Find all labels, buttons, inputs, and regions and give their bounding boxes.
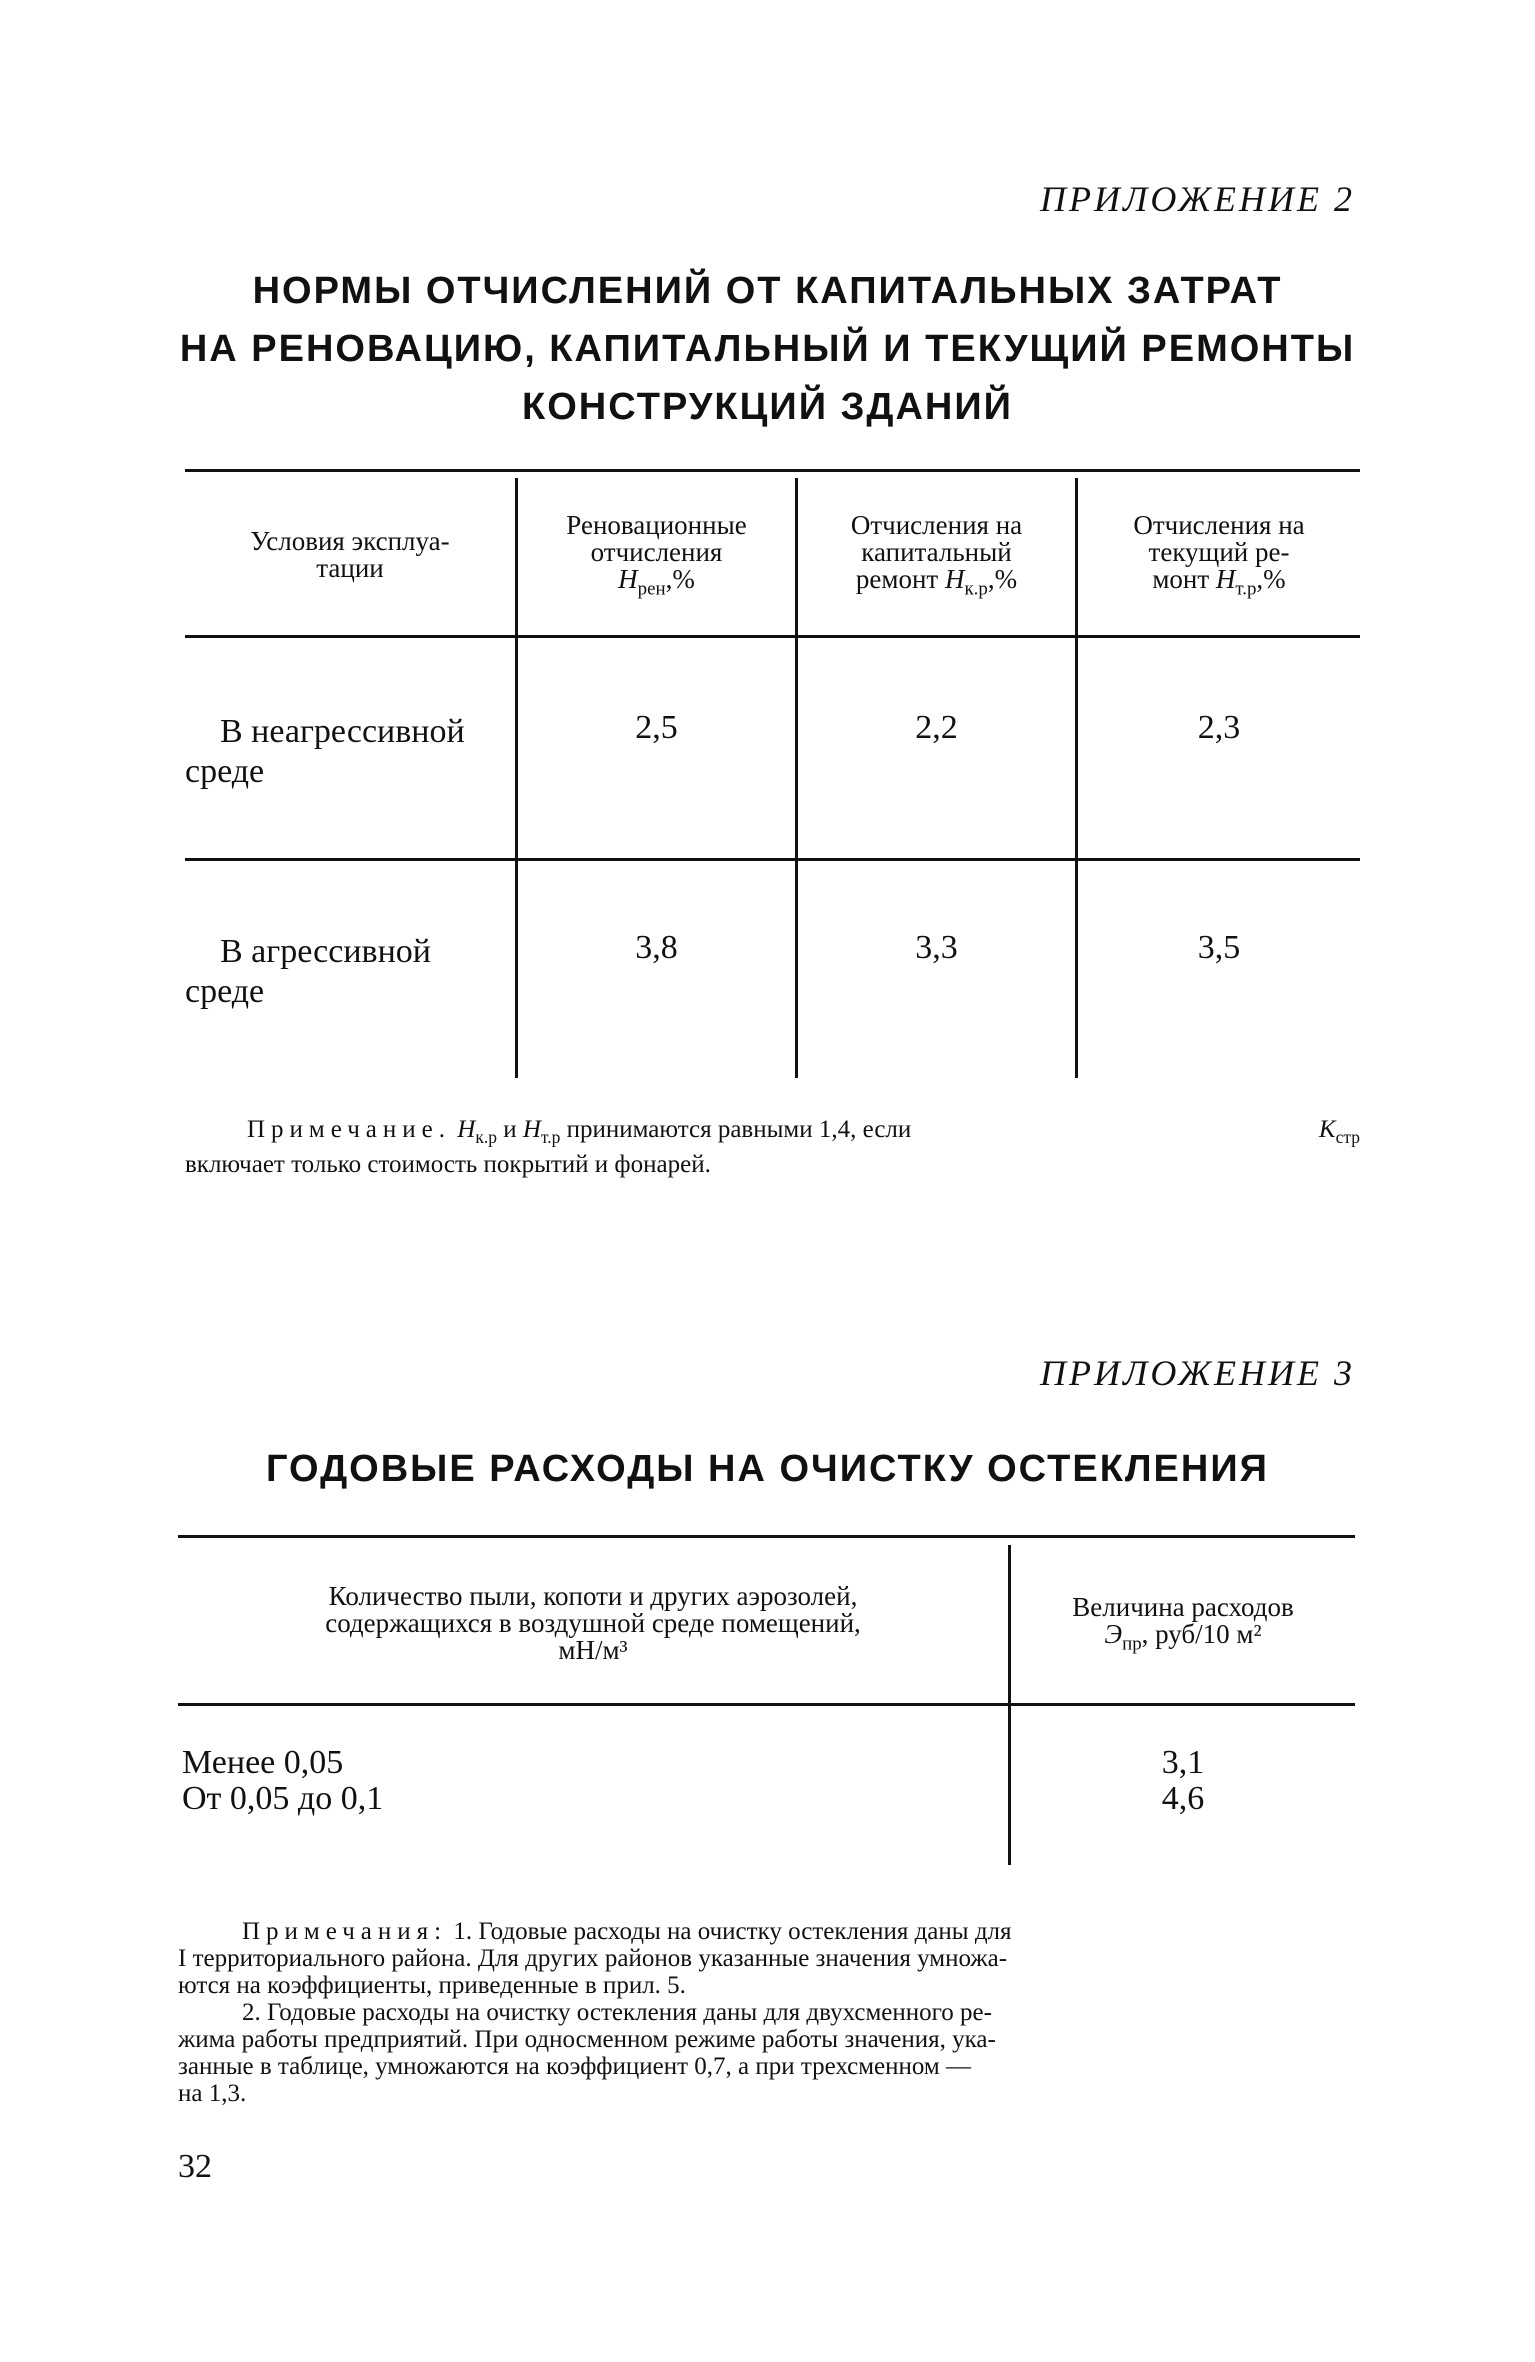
note-line: 2. Годовые расходы на очистку остекления даны для двухсменного ре-	[242, 1999, 992, 2026]
note-line: жима работы предприятий. При односменном режиме работы значения, ука-	[178, 2026, 996, 2053]
table-cell-capital: 2,2	[915, 709, 958, 746]
table-row-value: 4,6	[1161, 1780, 1205, 1817]
header-formula: $Э_{пр}$, руб/10 м²	[1104, 1619, 1262, 1655]
table-row-value: 3,1	[1161, 1744, 1205, 1781]
note-text: включает только стоимость покрытий и фонарей.	[185, 1151, 711, 1178]
header-text: текущий ре-	[1148, 537, 1290, 567]
table-cell-renovation: 3,8	[635, 929, 678, 966]
table-cell-capital: 3,3	[915, 929, 958, 966]
table1-row-rule	[185, 858, 1360, 861]
header-text: Условия эксплуа-	[250, 526, 450, 556]
cell-text: В агрессивной	[220, 933, 431, 970]
appendix-3-title: ГОДОВЫЕ РАСХОДЫ НА ОЧИСТКУ ОСТЕКЛЕНИЯ	[266, 1448, 1269, 1490]
note-label: Примечание.	[247, 1116, 452, 1143]
table1-top-rule	[185, 469, 1360, 472]
cell-text: среде	[185, 753, 265, 790]
header-formula: $H_{рен},\%$	[618, 564, 695, 600]
notes-label: Примечания:	[242, 1918, 448, 1945]
table2-header-dust	[178, 1583, 1008, 1664]
note-line: 1. Годовые расходы на очистку остекления даны для	[453, 1918, 1012, 1945]
title-line: НА РЕНОВАЦИЮ, КАПИТАЛЬНЫЙ И ТЕКУЩИЙ РЕМОНТЫ	[179, 328, 1356, 370]
table1-header-rule	[185, 635, 1360, 638]
header-text: содержащихся в воздушной среде помещений,	[325, 1608, 861, 1638]
header-text: Количество пыли, копоти и других аэрозолей,	[328, 1581, 858, 1611]
header-text: Отчисления на	[850, 510, 1023, 540]
table-row-condition	[185, 712, 495, 792]
header-text: отчисления	[590, 537, 723, 567]
header-formula: ремонт $H_{к.р},\%$	[855, 564, 1018, 600]
header-text: Величина расходов	[1072, 1592, 1294, 1622]
note-text: принимаются равными 1,4, если	[566, 1116, 912, 1143]
header-text: мН/м³	[558, 1635, 628, 1665]
header-text: капитальный	[861, 537, 1012, 567]
note-line: на 1,3.	[178, 2080, 247, 2107]
header-formula: монт $H_{т.р},\%$	[1152, 564, 1286, 600]
table-cell-renovation: 2,5	[635, 709, 678, 746]
title-line: КОНСТРУКЦИЙ ЗДАНИЙ	[522, 386, 1013, 428]
table2-ranges	[182, 1745, 982, 1817]
table-row-condition	[185, 932, 495, 1012]
appendix-2-label: ПРИЛОЖЕНИЕ 2	[1040, 179, 1355, 219]
appendix-3-notes	[178, 1918, 1355, 2107]
note-line: I территориального района. Для других районов указанные значения умножа-	[178, 1945, 1008, 1972]
appendix-2-title	[150, 262, 1385, 436]
cell-text: среде	[185, 973, 265, 1010]
table1-header-current-repair	[1078, 512, 1360, 602]
table-cell-current: 3,5	[1197, 929, 1241, 966]
table-row-range: От 0,05 до 0,1	[182, 1780, 384, 1817]
page-number: 32	[178, 2148, 212, 2185]
note-line: ются на коэффициенты, приведенные в прил. 5.	[178, 1972, 686, 1999]
header-text: Отчисления на	[1133, 510, 1305, 540]
table2-col-divider	[1008, 1545, 1011, 1865]
table1-header-renovation	[518, 512, 795, 602]
title-line: НОРМЫ ОТЧИСЛЕНИЙ ОТ КАПИТАЛЬНЫХ ЗАТРАТ	[252, 270, 1283, 312]
table2-header-rule	[178, 1703, 1355, 1706]
appendix-2-note: Примечание. $H_{к.р}$ и $H_{т.р}$ принимаются равными 1,4, если $K_{стр}$ включает только стоимость покрытий и фонарей.	[185, 1116, 1360, 1178]
table1-header-capital-repair	[798, 512, 1075, 602]
table2-top-rule	[178, 1535, 1355, 1538]
table2-header-cost	[1011, 1594, 1355, 1657]
note-line: занные в таблице, умножаются на коэффициент 0,7, а при трехсменном —	[178, 2053, 971, 2080]
table1-header-conditions	[185, 528, 515, 582]
appendix-3-label: ПРИЛОЖЕНИЕ 3	[1040, 1353, 1355, 1393]
cell-text: В неагрессивной	[220, 713, 465, 750]
header-text: Реновационные	[566, 510, 747, 540]
table2-values	[1011, 1745, 1355, 1817]
table-row-range: Менее 0,05	[182, 1744, 344, 1781]
header-text: тации	[316, 553, 384, 583]
table-cell-current: 2,3	[1197, 709, 1241, 746]
